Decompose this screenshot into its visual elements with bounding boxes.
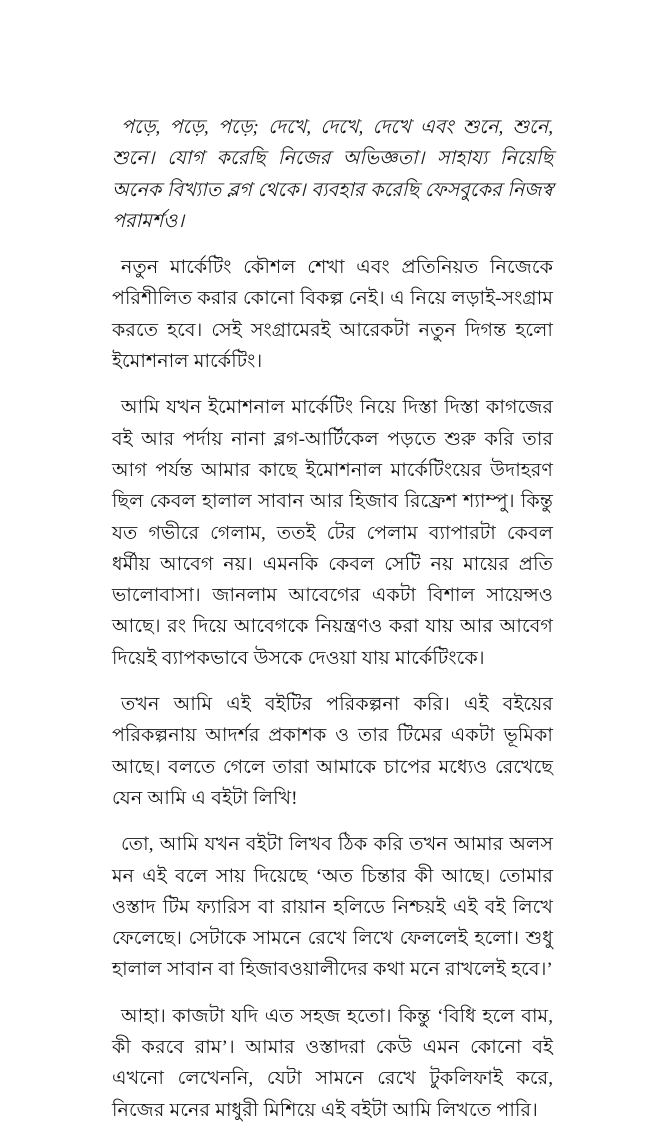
paragraph-3: আমি যখন ইমোশনাল মার্কেটিং নিয়ে দিস্তা দিস্তা কাগজের বই আর পর্দায় নানা ব্লগ-আর্টিকেল পড়তে শুরু করি তার আগ পর্যন্ত আমার কাছে ইমোশনাল মার্কেটিংয়ের উদাহরণ ছিল কেবল হালাল সাবান আর হিজাব রিফ্রেশ শ্যাম্পু। কিন্তু যত গভীরে গেলাম, ততই টের পেলাম ব্যাপারটা কেবল ধর্মীয় আবেগ নয়। এমনকি কেবল সেটি নয় মায়ের প্রতি ভালোবাসা। জানলাম আবেগের একটা বিশাল সায়েন্সও আছে। রং দিয়ে আবেগকে নিয়ন্ত্রণও করা যায় আর আবেগ দিয়েই ব্যাপকভাবে উসকে দেওয়া যায় মার্কেটিংকে।: [112, 397, 553, 669]
paragraph-5: তো, আমি যখন বইটা লিখব ঠিক করি তখন আমার অলস মন এই বলে সায় দিয়েছে ‘অত চিন্তার কী আছে। তোমার ওস্তাদ টিম ফ্যারিস বা রায়ান হলিডে নিশ্চয়ই এই বই লিখে ফেলেছে। সেটাকে সামনে রেখে লিখে ফেললেই হলো। শুধু হালাল সাবান বা হিজাবওয়ালীদের কথা মনে রাখলেই হবে।’: [112, 834, 553, 981]
paragraph-4: তখন আমি এই বইটির পরিকল্পনা করি। এই বইয়ের পরিকল্পনায় আদর্শর প্রকাশক ও তার টিমের একটা ভূমিকা আছে। বলতে গেলে তারা আমাকে চাপের মধ্যেও রেখেছে যেন আমি এ বইটা লিখি!: [112, 694, 553, 809]
paragraph-2: নতুন মার্কেটিং কৌশল শেখা এবং প্রতিনিয়ত নিজেকে পরিশীলিত করার কোনো বিকল্প নেই। এ নিয়ে লড়াই-সংগ্রাম করতে হবে। সেই সংগ্রামেরই আরেকটা নতুন দিগন্ত হলো ইমোশনাল মার্কেটিং।: [112, 257, 553, 373]
text-column: [112, 112, 553, 1126]
paragraph-6: আহা। কাজটা যদি এত সহজ হতো। কিন্তু ‘বিধি হলে বাম, কী করবে রাম’। আমার ওস্তাদরা কেউ এমন কোনো বই এখনো লেখেননি, যেটা সামনে রেখে টুকলিফাই করে, নিজের মনের মাধুরী মিশিয়ে এই বইটা আমি লিখতে পারি।: [112, 1005, 553, 1121]
paragraph-1: পড়ে, পড়ে, পড়ে; দেখে, দেখে, দেখে এবং শুনে, শুনে, শুনে। যোগ করেছি নিজের অভিজ্ঞতা। সাহায্য নিয়েছি অনেক বিখ্যাত ব্লগ থেকে। ব্যবহার করেছি ফেসবুকের নিজস্ব পরামর্শও।: [112, 117, 553, 232]
